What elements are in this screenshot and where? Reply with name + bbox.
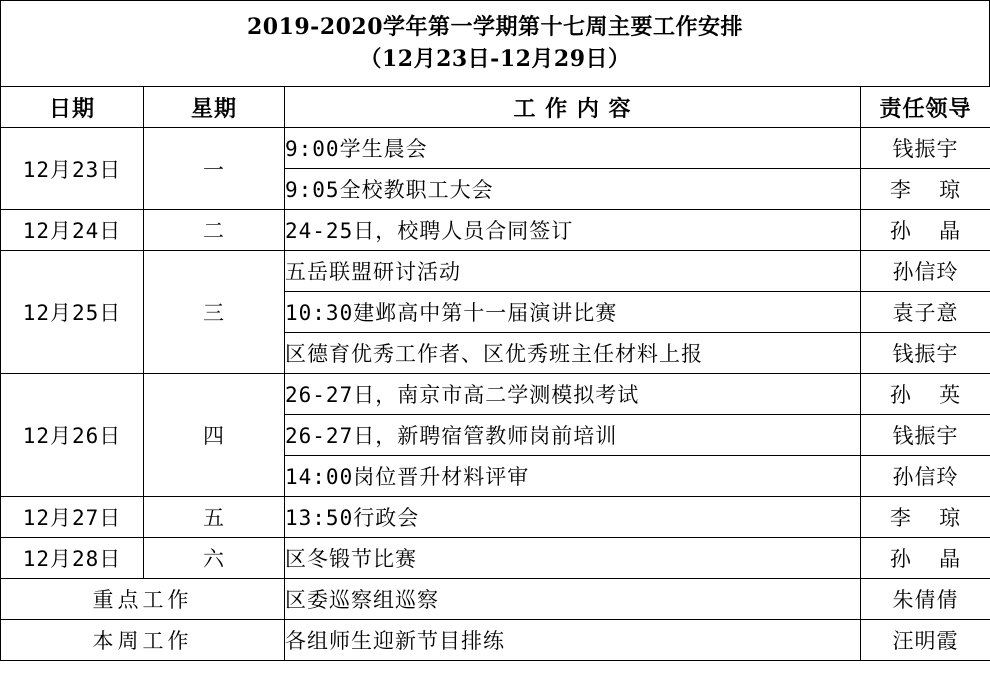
date-cell: 12月24日 xyxy=(1,210,144,251)
date-cell: 12月23日 xyxy=(1,128,144,210)
task-content: 26-27日，南京市高二学测模拟考试 xyxy=(285,374,861,415)
weekday-cell: 五 xyxy=(144,497,285,538)
weekday-cell: 四 xyxy=(144,374,285,497)
task-content: 24-25日，校聘人员合同签订 xyxy=(285,210,861,251)
title-block xyxy=(0,0,990,86)
table-row xyxy=(1,497,990,538)
task-leader: 孙信玲 xyxy=(861,251,990,292)
table-row xyxy=(1,374,990,415)
schedule-table xyxy=(0,86,990,661)
schedule-date-range: （12月23日-12月29日） xyxy=(359,46,631,72)
task-content: 14:00岗位晋升材料评审 xyxy=(285,456,861,497)
date-cell: 12月26日 xyxy=(1,374,144,497)
task-content: 五岳联盟研讨活动 xyxy=(285,251,861,292)
task-leader: 孙 晶 xyxy=(861,538,990,579)
task-leader: 钱振宇 xyxy=(861,128,990,169)
task-content: 13:50行政会 xyxy=(285,497,861,538)
category-label: 重点工作 xyxy=(1,579,285,620)
task-leader: 钱振宇 xyxy=(861,415,990,456)
weekday-cell: 三 xyxy=(144,251,285,374)
task-content: 区德育优秀工作者、区优秀班主任材料上报 xyxy=(285,333,861,374)
table-row xyxy=(1,128,990,169)
date-cell: 12月27日 xyxy=(1,497,144,538)
task-leader: 孙 晶 xyxy=(861,210,990,251)
task-leader: 朱倩倩 xyxy=(861,579,990,620)
header-leader: 责任领导 xyxy=(861,87,990,128)
task-content: 9:00学生晨会 xyxy=(285,128,861,169)
category-label: 本周工作 xyxy=(1,620,285,661)
header-weekday: 星期 xyxy=(144,87,285,128)
weekday-cell: 二 xyxy=(144,210,285,251)
task-content: 10:30建邺高中第十一届演讲比赛 xyxy=(285,292,861,333)
date-cell: 12月28日 xyxy=(1,538,144,579)
header-row xyxy=(1,87,990,128)
weekday-cell: 六 xyxy=(144,538,285,579)
task-content: 区冬锻节比赛 xyxy=(285,538,861,579)
task-leader: 李 琼 xyxy=(861,497,990,538)
task-content: 区委巡察组巡察 xyxy=(285,579,861,620)
task-leader: 钱振宇 xyxy=(861,333,990,374)
task-leader: 李 琼 xyxy=(861,169,990,210)
task-leader: 孙信玲 xyxy=(861,456,990,497)
table-row xyxy=(1,210,990,251)
task-content: 9:05全校教职工大会 xyxy=(285,169,861,210)
date-cell: 12月25日 xyxy=(1,251,144,374)
schedule-title: 2019-2020学年第一学期第十七周主要工作安排 xyxy=(246,14,744,40)
task-content: 26-27日，新聘宿管教师岗前培训 xyxy=(285,415,861,456)
table-row xyxy=(1,579,990,620)
table-row xyxy=(1,620,990,661)
task-content: 各组师生迎新节目排练 xyxy=(285,620,861,661)
task-leader: 汪明霞 xyxy=(861,620,990,661)
task-leader: 袁子意 xyxy=(861,292,990,333)
header-date: 日期 xyxy=(1,87,144,128)
weekday-cell: 一 xyxy=(144,128,285,210)
task-leader: 孙 英 xyxy=(861,374,990,415)
table-row xyxy=(1,251,990,292)
header-content: 工 作 内 容 xyxy=(285,87,861,128)
table-row xyxy=(1,538,990,579)
